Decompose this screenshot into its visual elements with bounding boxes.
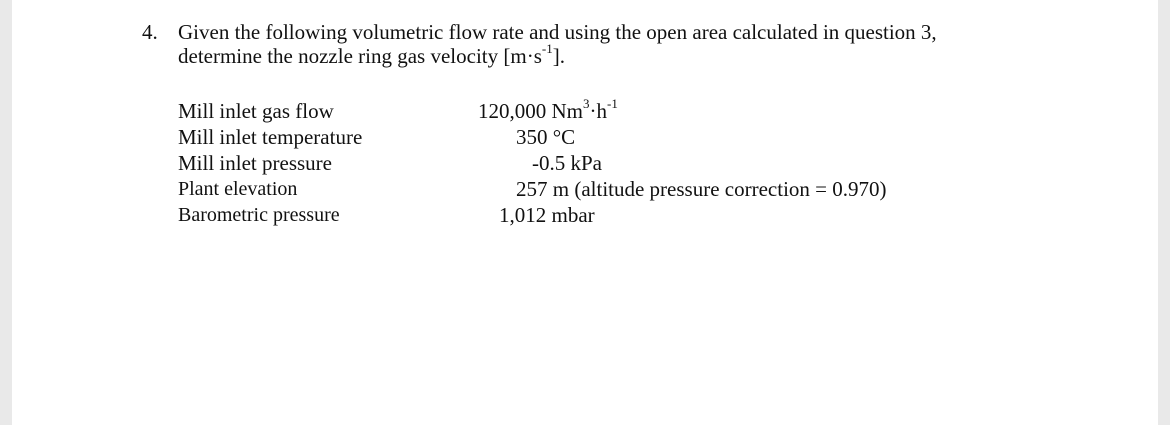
document-page xyxy=(12,0,1158,425)
param-label-gas-flow: Mill inlet gas flow xyxy=(178,99,334,123)
question-line-2-prefix: determine the nozzle ring gas velocity [m·s xyxy=(178,44,542,68)
question-line-2-exponent: -1 xyxy=(541,41,553,56)
gas-flow-base: 120,000 Nm xyxy=(478,99,583,123)
gas-flow-exponent-1: 3 xyxy=(583,96,590,111)
param-value-temperature: 350 °C xyxy=(516,125,576,149)
question-line-2-suffix: ]. xyxy=(552,44,565,68)
param-label-pressure: Mill inlet pressure xyxy=(178,151,332,175)
gas-flow-exponent-2: -1 xyxy=(607,96,618,111)
question-text xyxy=(178,20,1058,68)
gas-flow-mid: ·h xyxy=(589,99,607,123)
param-label-temperature: Mill inlet temperature xyxy=(178,125,363,149)
question-line-2 xyxy=(178,41,1058,68)
parameter-labels xyxy=(178,98,362,228)
param-label-barometric: Barometric pressure xyxy=(178,204,340,226)
param-value-gas-flow xyxy=(478,98,618,124)
param-value-pressure: -0.5 kPa xyxy=(532,151,602,175)
param-value-elevation: 257 m (altitude pressure correction = 0.970) xyxy=(516,177,887,201)
param-value-barometric: 1,012 mbar xyxy=(499,203,595,227)
question-number: 4. xyxy=(142,20,158,44)
param-label-elevation: Plant elevation xyxy=(178,178,298,200)
question-line-1: Given the following volumetric flow rate and using the open area calculated in question 3, xyxy=(178,20,937,44)
